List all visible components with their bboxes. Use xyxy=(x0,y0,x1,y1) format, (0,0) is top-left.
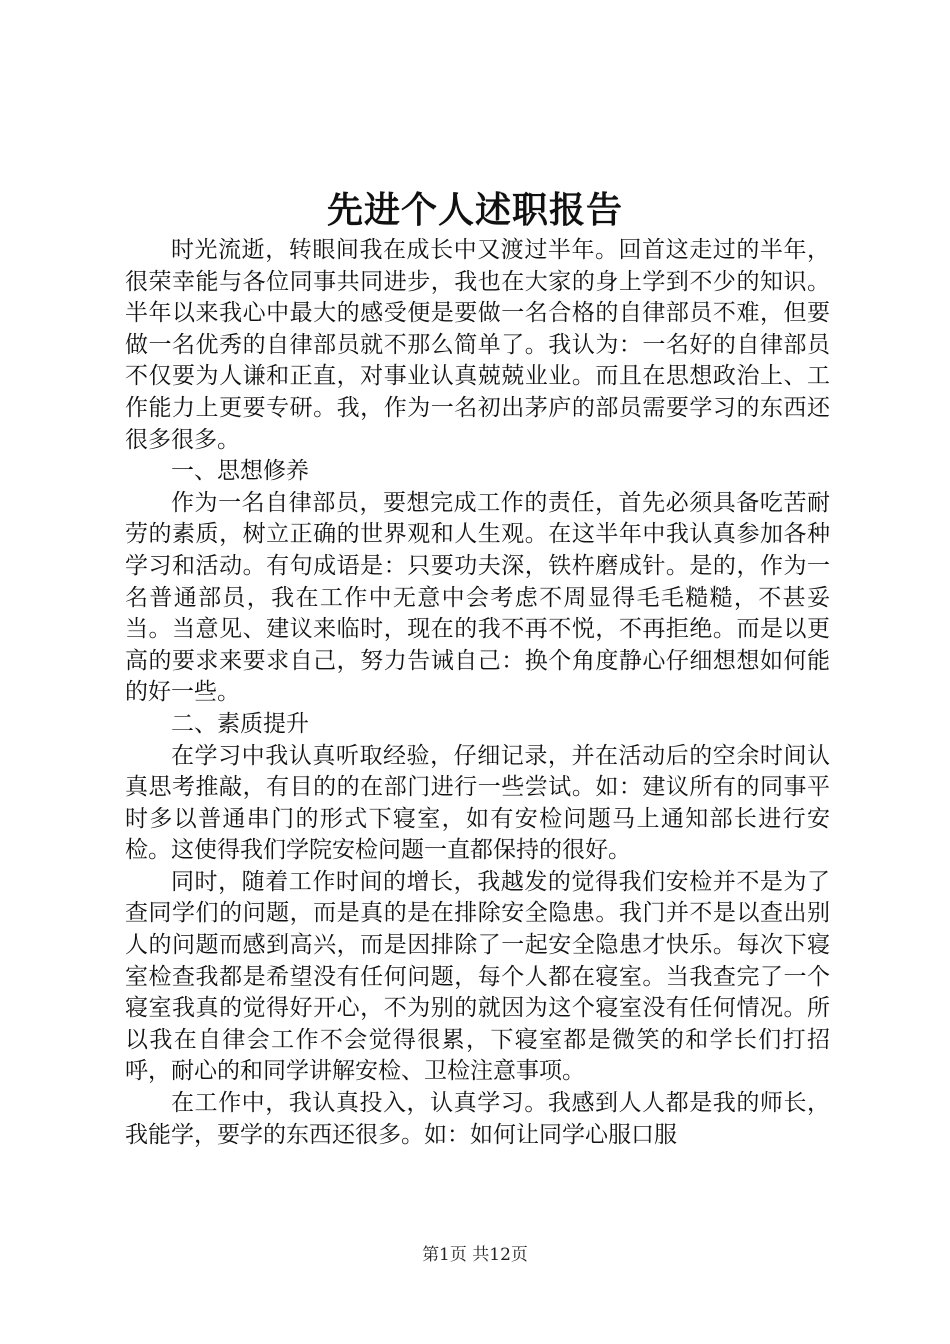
paragraph-intro: 时光流逝，转眼间我在成长中又渡过半年。回首这走过的半年，很荣幸能与各位同事共同进步，我也在大家的身上学到不少的知识。半年以来我心中最大的感受便是要做一名合格的自律部员不难，但要做一名优秀的自律部员就不那么简单了。我认为：一名好的自律部员不仅要为人谦和正直，对事业认真兢兢业业。而且在思想政治上、工作能力上更要专研。我，作为一名初出茅庐的部员需要学习的东西还很多很多。 xyxy=(125,237,830,453)
paragraph-work: 在工作中，我认真投入，认真学习。我感到人人都是我的师长，我能学，要学的东西还很多。如：如何让同学心服口服 xyxy=(125,1090,830,1148)
paragraph-inspection: 同时，随着工作时间的增长，我越发的觉得我们安检并不是为了查同学们的问题，而是真的是在排除安全隐患。我门并不是以查出别人的问题而感到高兴，而是因排除了一起安全隐患才快乐。每次下寝室检查我都是希望没有任何问题，每个人都在寝室。当我查完了一个寝室我真的觉得好开心，不为别的就因为这个寝室没有任何情况。所以我在自律会工作不会觉得很累，下寝室都是微笑的和学长们打招呼，耐心的和同学讲解安检、卫检注意事项。 xyxy=(125,868,830,1085)
page-number-footer: 第1页 共12页 xyxy=(422,1245,528,1265)
section-heading-quality: 二、素质提升 xyxy=(171,710,309,737)
paragraph-learning: 在学习中我认真听取经验，仔细记录，并在活动后的空余时间认真思考推敲，有目的的在部门进行一些尝试。如：建议所有的同事平时多以普通串门的形式下寝室，如有安检问题马上通知部长进行安检。这使得我们学院安检问题一直都保持的很好。 xyxy=(125,742,830,864)
section-heading-thought: 一、思想修养 xyxy=(171,458,309,485)
paragraph-thought: 作为一名自律部员，要想完成工作的责任，首先必须具备吃苦耐劳的素质，树立正确的世界观和人生观。在这半年中我认真参加各种学习和活动。有句成语是：只要功夫深，铁杵磨成针。是的，作为一名普通部员，我在工作中无意中会考虑不周显得毛毛糙糙，不甚妥当。当意见、建议来临时，现在的我不再不悦，不再拒绝。而是以更高的要求来要求自己，努力告诫自己：换个角度静心仔细想想如何能的好一些。 xyxy=(125,489,830,706)
document-title: 先进个人述职报告 xyxy=(326,189,623,231)
document-body xyxy=(125,235,830,1151)
